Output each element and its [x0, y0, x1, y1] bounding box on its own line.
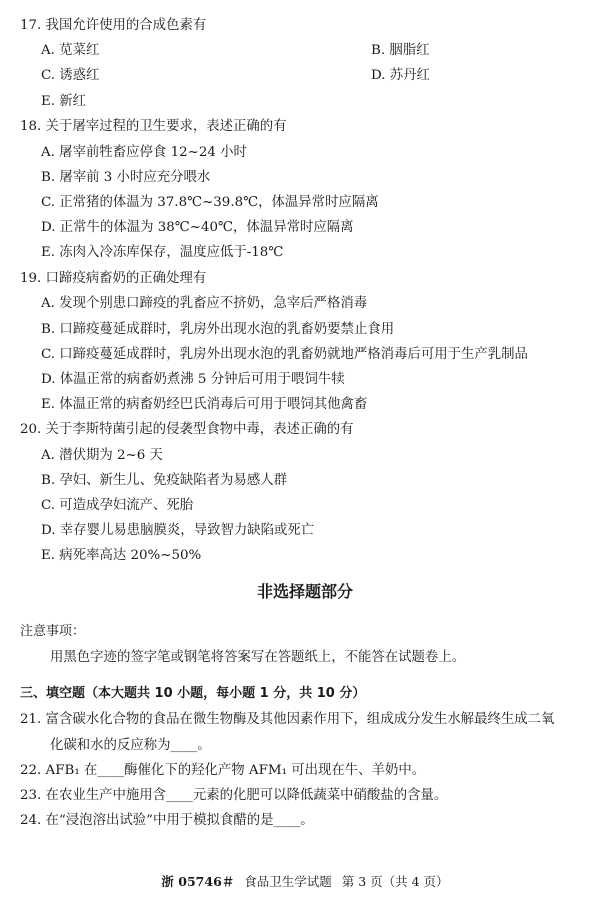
q19-option-d: D. 体温正常的病畜奶煮沸 5 分钟后可用于喂饲牛犊	[41, 372, 345, 387]
q20-option-c: C. 可造成孕妇流产、死胎	[41, 498, 194, 513]
q17-option-e: E. 新红	[41, 94, 87, 109]
page-footer	[0, 876, 610, 889]
q20-option-d: D. 幸存婴儿易患脑膜炎，导致智力缺陷或死亡	[41, 523, 315, 538]
footer-subject: 食品卫生学试题	[244, 874, 332, 889]
q19-option-b: B. 口蹄疫蔓延成群时，乳房外出现水泡的乳畜奶要禁止食用	[41, 322, 395, 337]
q17-option-a: A. 苋菜红	[41, 43, 100, 58]
q17-stem: 17. 我国允许使用的合成色素有	[20, 18, 207, 33]
q17-option-c: C. 诱惑红	[41, 68, 100, 83]
q18-option-c: C. 正常猪的体温为 37.8℃~39.8℃，体温异常时应隔离	[41, 195, 379, 210]
q17-option-d: D. 苏丹红	[371, 68, 430, 83]
q21-line2: 化碳和水的反应称为____。	[50, 738, 211, 753]
part3-header: 三、填空题（本大题共 10 小题，每小题 1 分，共 10 分）	[20, 686, 366, 701]
notice-text: 用黑色字迹的签字笔或钢笔将答案写在答题纸上，不能答在试题卷上。	[50, 650, 466, 665]
q17-option-b: B. 胭脂红	[371, 43, 430, 58]
q21-line1: 21. 富含碳水化合物的食品在微生物酶及其他因素作用下，组成成分发生水解最终生成二氧	[20, 712, 555, 727]
q18-option-a: A. 屠宰前牲畜应停食 12~24 小时	[41, 145, 247, 160]
q24: 24. 在“浸泡溶出试验”中用于模拟食醋的是____。	[20, 813, 314, 828]
q19-stem: 19. 口蹄疫病畜奶的正确处理有	[20, 271, 207, 286]
q22: 22. AFB₁ 在____酶催化下的羟化产物 AFM₁ 可出现在牛、羊奶中。	[20, 763, 426, 778]
footer-page-number: 第 3 页（共 4 页）	[341, 874, 449, 889]
notice-label: 注意事项：	[20, 624, 86, 639]
q23: 23. 在农业生产中施用含____元素的化肥可以降低蔬菜中硝酸盐的含量。	[20, 788, 448, 803]
q20-stem: 20. 关于李斯特菌引起的侵袭型食物中毒，表述正确的有	[20, 422, 354, 437]
footer-exam-code: 浙 05746＃	[161, 874, 235, 889]
q19-option-a: A. 发现个别患口蹄疫的乳畜应不挤奶，急宰后严格消毒	[41, 296, 368, 311]
q18-option-b: B. 屠宰前 3 小时应充分喂水	[41, 170, 211, 185]
q19-option-c: C. 口蹄疫蔓延成群时，乳房外出现水泡的乳畜奶就地严格消毒后可用于生产乳制品	[41, 347, 528, 362]
q18-option-d: D. 正常牛的体温为 38℃~40℃，体温异常时应隔离	[41, 220, 354, 235]
q18-stem: 18. 关于屠宰过程的卫生要求，表述正确的有	[20, 119, 287, 134]
q18-option-e: E. 冻肉入冷冻库保存，温度应低于-18℃	[41, 245, 284, 260]
q20-option-e: E. 病死率高达 20%~50%	[41, 548, 202, 563]
q20-option-b: B. 孕妇、新生儿、免疫缺陷者为易感人群	[41, 473, 287, 488]
q19-option-e: E. 体温正常的病畜奶经巴氏消毒后可用于喂饲其他禽畜	[41, 397, 368, 412]
section-title: 非选择题部分	[256, 582, 353, 601]
q20-option-a: A. 潜伏期为 2~6 天	[41, 448, 163, 463]
